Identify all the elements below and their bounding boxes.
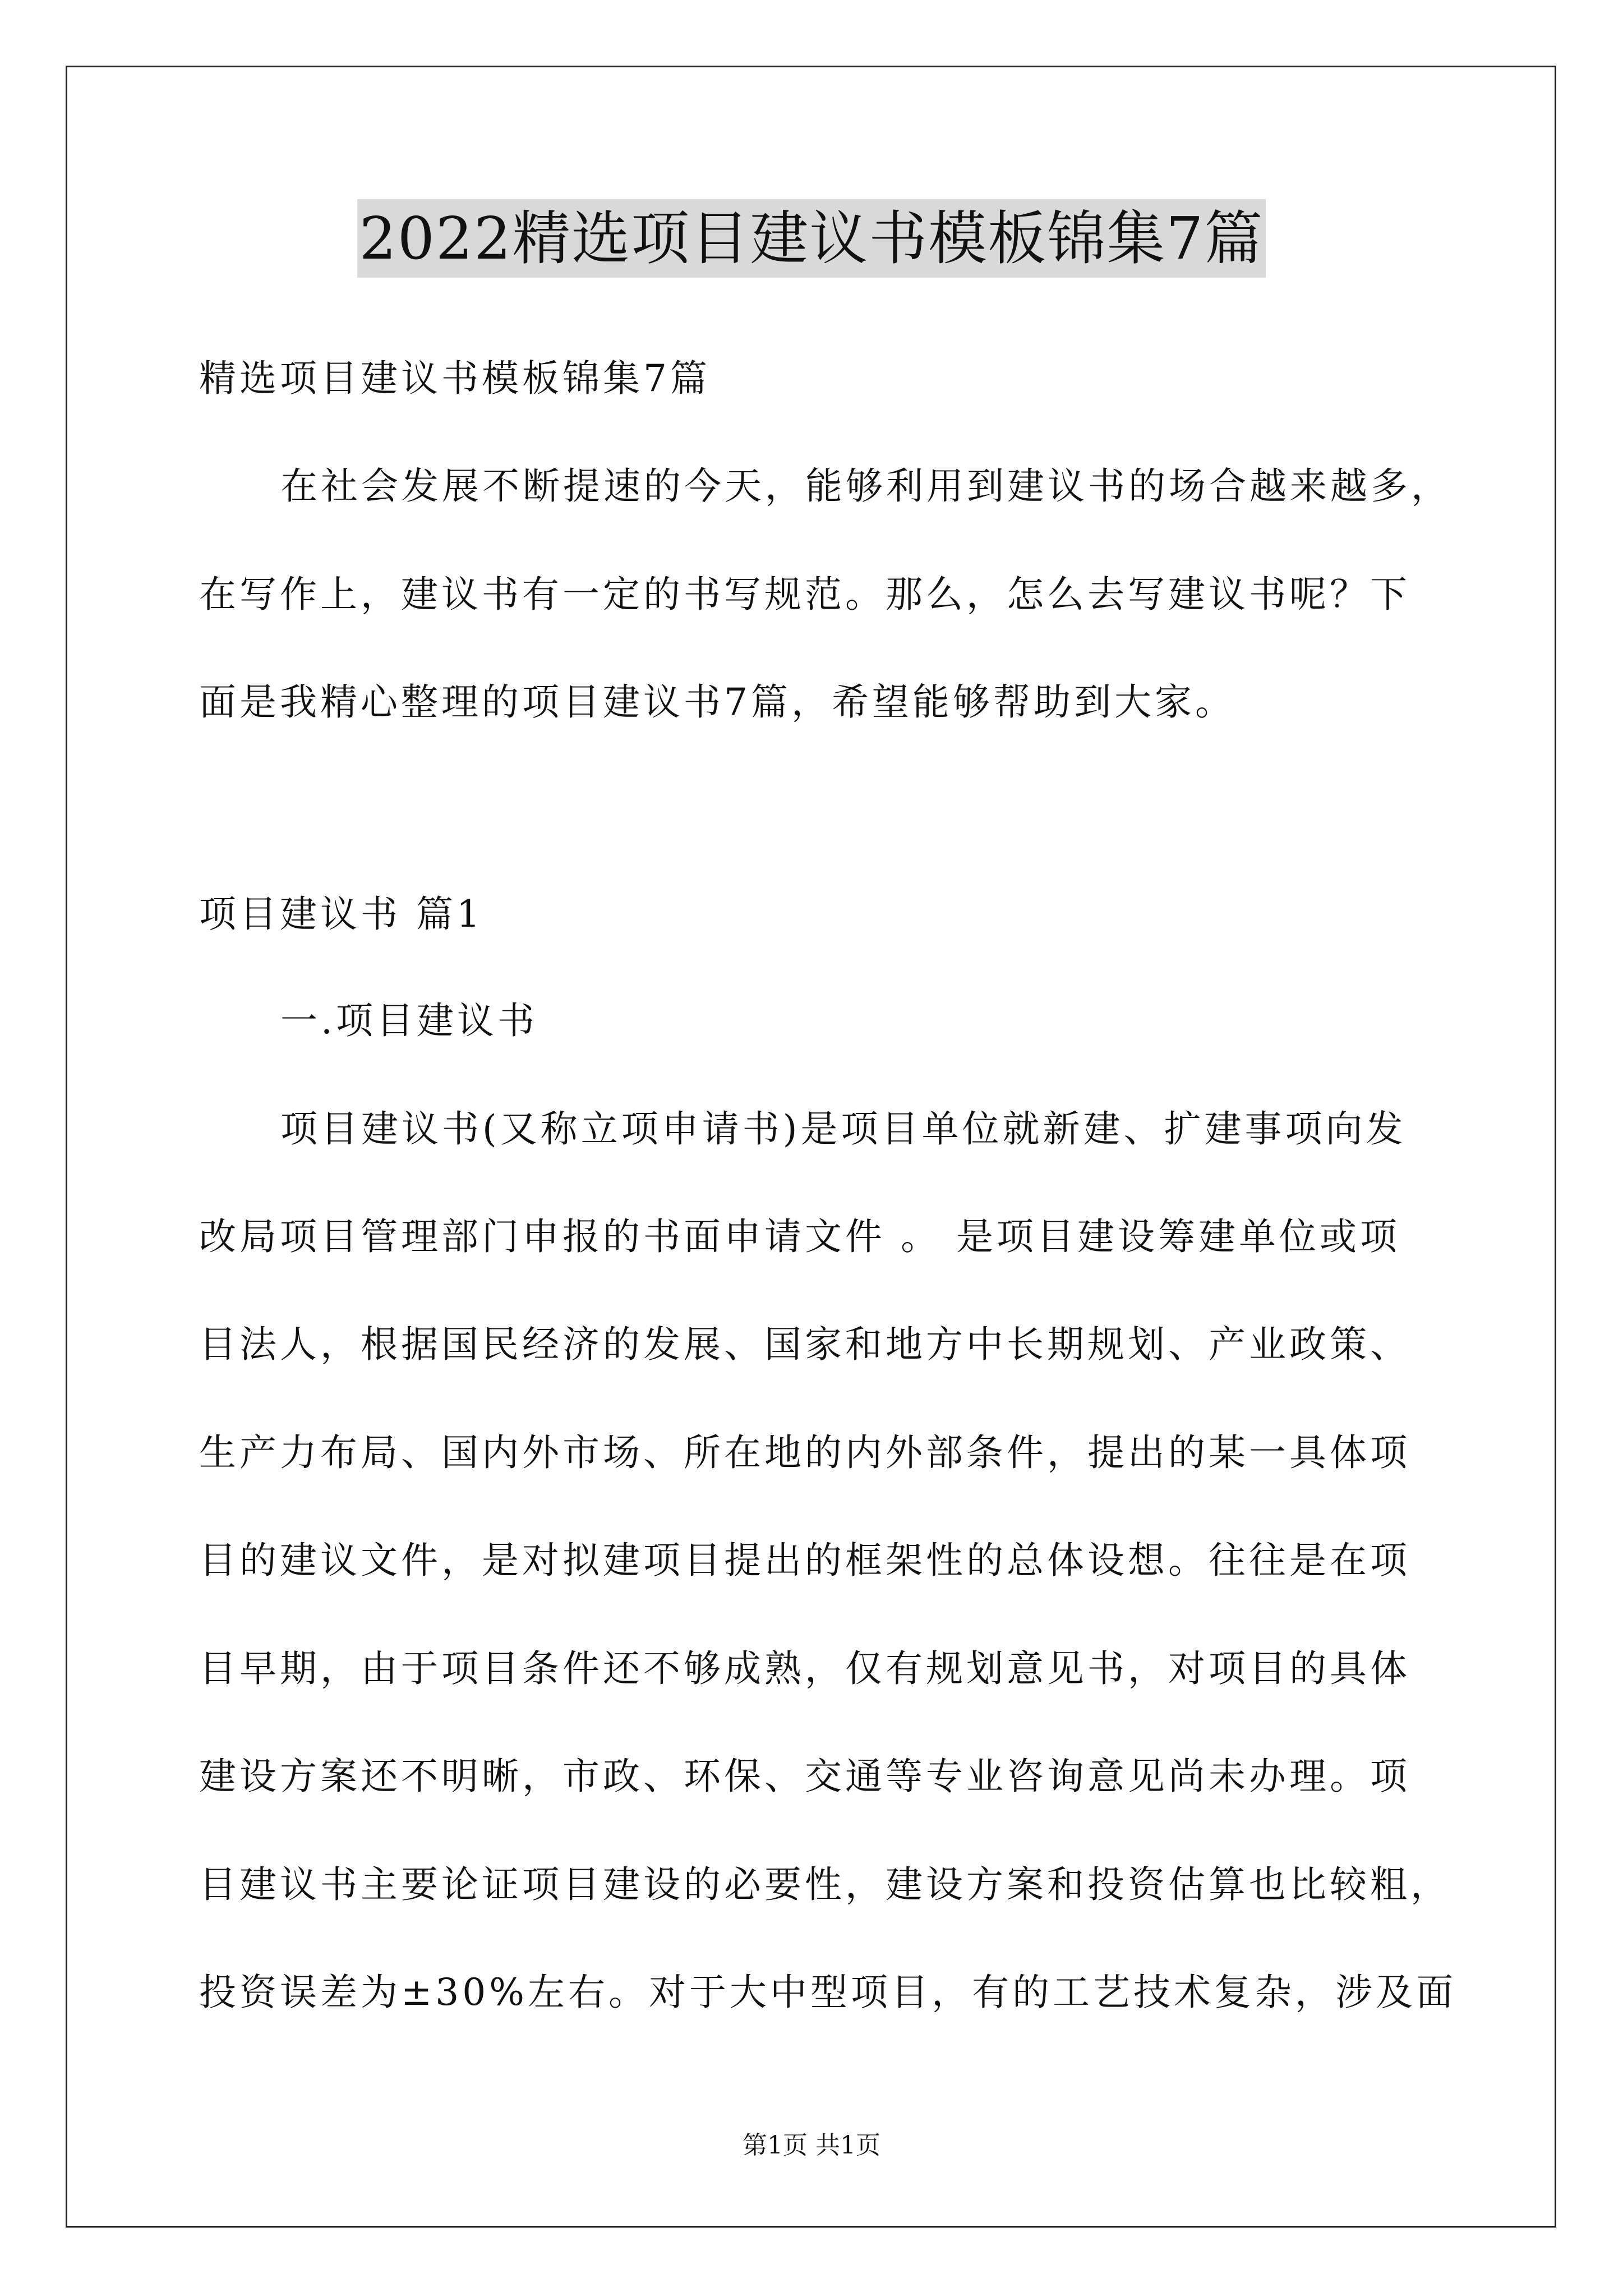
document-subtitle: 精选项目建议书模板锦集7篇 <box>199 357 711 400</box>
intro-line-2: 在写作上，建议书有一定的书写规范。那么，怎么去写建议书呢？下 <box>199 573 1410 616</box>
body-line-3: 目法人，根据国民经济的发展、国家和地方中长期规划、产业政策、 <box>199 1323 1410 1366</box>
intro-line-1: 在社会发展不断提速的今天，能够利用到建议书的场合越来越多， <box>280 464 1451 508</box>
body-line-6: 目早期，由于项目条件还不够成熟，仅有规划意见书，对项目的具体 <box>199 1647 1410 1690</box>
intro-line-3: 面是我精心整理的项目建议书7篇，希望能够帮助到大家。 <box>199 680 1235 724</box>
sub-heading: 一.项目建议书 <box>280 999 538 1042</box>
body-line-9: 投资误差为±30%左右。对于大中型项目，有的工艺技术复杂，涉及面 <box>199 1971 1456 2014</box>
document-title: 2022精选项目建议书模板锦集7篇 <box>357 199 1266 278</box>
body-line-2: 改局项目管理部门申报的书面申请文件 。 是项目建设筹建单位或项 <box>199 1215 1400 1258</box>
page-footer: 第1页 共1页 <box>743 2131 880 2160</box>
body-line-7: 建设方案还不明晰，市政、环保、交通等专业咨询意见尚未办理。项 <box>199 1755 1410 1798</box>
title-container <box>0 199 1623 278</box>
section-heading: 项目建议书 篇1 <box>199 892 483 936</box>
body-line-4: 生产力布局、国内外市场、所在地的内外部条件，提出的某一具体项 <box>199 1431 1410 1474</box>
body-line-5: 目的建议文件，是对拟建项目提出的框架性的总体设想。往往是在项 <box>199 1539 1410 1582</box>
body-line-1: 项目建议书(又称立项申请书)是项目单位就新建、扩建事项向发 <box>280 1107 1407 1151</box>
body-line-8: 目建议书主要论证项目建设的必要性，建设方案和投资估算也比较粗， <box>199 1863 1451 1906</box>
